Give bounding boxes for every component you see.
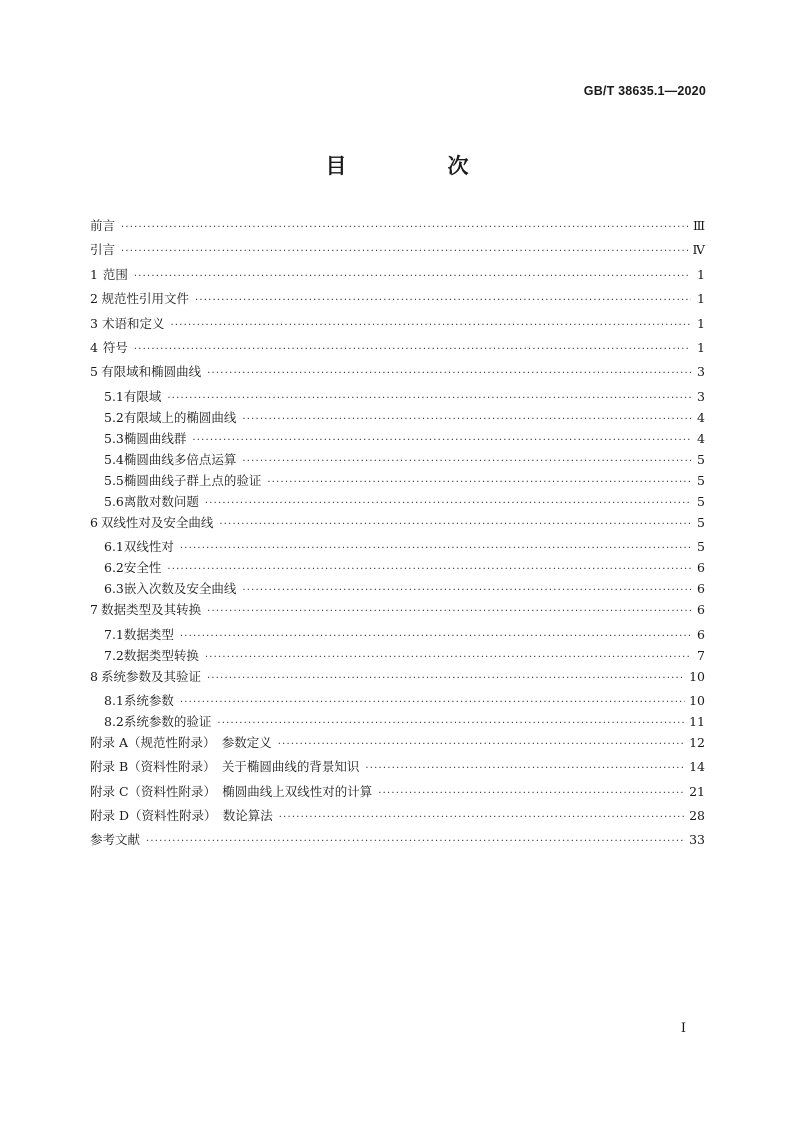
toc-entry-page: 5 <box>697 451 705 467</box>
toc-entry[interactable] <box>90 471 705 492</box>
toc-entry-page: 1 <box>697 315 705 331</box>
toc-entry-page: 6 <box>697 581 705 597</box>
toc-entry-number: 7 <box>90 602 98 618</box>
toc-entry-label: 双线性对 <box>123 539 174 555</box>
toc-entry[interactable] <box>90 362 705 386</box>
toc-entry-page: 10 <box>689 692 705 708</box>
toc-entry-page: 5 <box>697 472 705 488</box>
toc-entry-label: 有限域 <box>123 388 162 404</box>
toc-entry-number: 6.1 <box>104 539 124 555</box>
toc-entry-page: 6 <box>697 626 705 642</box>
toc-entry-label: 参考文献 <box>90 832 141 848</box>
toc-entry[interactable] <box>90 289 705 313</box>
toc-leader-dots <box>180 693 685 713</box>
toc-leader-dots <box>205 648 691 668</box>
toc-entry-label: 有限域上的椭圆曲线 <box>123 409 237 425</box>
toc-entry-page: 21 <box>689 783 705 799</box>
toc-entry-label: 附录 D（资料性附录） 数论算法 <box>90 808 273 824</box>
toc-entry-page: 5 <box>697 539 705 555</box>
toc-entry[interactable] <box>90 558 705 579</box>
toc-entry-label: 符号 <box>102 339 128 355</box>
toc-entry-page: 1 <box>697 339 705 355</box>
toc-leader-dots <box>242 410 691 430</box>
toc-entry[interactable] <box>90 782 705 806</box>
toc-leader-dots <box>279 808 685 828</box>
toc-leader-dots <box>146 832 685 852</box>
toc-leader-dots <box>205 494 691 514</box>
toc-entry[interactable] <box>90 387 705 408</box>
toc-entry[interactable] <box>90 537 705 558</box>
toc-entry[interactable] <box>90 733 705 757</box>
toc-leader-dots <box>378 784 685 804</box>
toc-leader-dots <box>134 340 691 360</box>
toc-leader-dots <box>242 452 691 472</box>
toc-entry-label: 附录 C（资料性附录） 椭圆曲线上双线性对的计算 <box>90 783 373 799</box>
toc-leader-dots <box>219 515 691 535</box>
toc-entry[interactable] <box>90 429 705 450</box>
toc-entry[interactable] <box>90 691 705 712</box>
toc-entry-label: 数据类型 <box>123 626 174 642</box>
toc-leader-dots <box>278 735 685 755</box>
toc-entry-label: 数据类型及其转换 <box>101 602 202 618</box>
toc-entry-label: 系统参数及其验证 <box>101 668 202 684</box>
toc-leader-dots <box>134 267 691 287</box>
toc-leader-dots <box>242 581 691 601</box>
standard-code: GB/T 38635.1—2020 <box>583 84 706 98</box>
toc-entry[interactable] <box>90 646 705 667</box>
toc-entry-number: 1 <box>90 266 98 282</box>
toc-entry-number: 7.2 <box>104 647 124 663</box>
toc-entry[interactable] <box>90 314 705 338</box>
toc-leader-dots <box>171 316 691 336</box>
toc-entry-number: 5.6 <box>104 493 124 509</box>
toc-entry[interactable] <box>90 600 705 624</box>
toc-entry[interactable] <box>90 806 705 830</box>
toc-leader-dots <box>365 759 685 779</box>
toc-entry[interactable] <box>90 830 705 854</box>
toc-entry-label: 安全性 <box>123 560 162 576</box>
toc-leader-dots <box>217 714 685 734</box>
toc-entry-page: 7 <box>697 647 705 663</box>
toc-entry[interactable] <box>90 492 705 513</box>
toc-entry-label: 附录 B（资料性附录） 关于椭圆曲线的背景知识 <box>90 759 360 775</box>
toc-entry-number: 2 <box>90 291 98 307</box>
toc-entry-page: 10 <box>689 668 705 684</box>
toc-entry-label: 系统参数的验证 <box>123 713 212 729</box>
toc-entry[interactable] <box>90 667 705 691</box>
toc-entry-label: 系统参数 <box>123 692 174 708</box>
toc-leader-dots <box>195 291 691 311</box>
toc-entry-number: 3 <box>90 315 98 331</box>
toc-entry-number: 5.2 <box>104 409 124 425</box>
toc-entry-page: 28 <box>689 808 705 824</box>
page-title: 目 次 <box>325 153 509 178</box>
table-of-contents <box>90 216 705 855</box>
toc-entry-label: 有限域和椭圆曲线 <box>101 364 202 380</box>
toc-entry-number: 5.4 <box>104 451 124 467</box>
toc-entry-number: 5.3 <box>104 430 124 446</box>
toc-entry-number: 7.1 <box>104 626 124 642</box>
toc-entry[interactable] <box>90 757 705 781</box>
toc-leader-dots <box>207 669 685 689</box>
toc-entry-page: 1 <box>697 291 705 307</box>
toc-entry-page: 33 <box>689 832 705 848</box>
toc-entry-label: 双线性对及安全曲线 <box>100 514 214 530</box>
toc-entry-page: Ⅲ <box>692 218 705 233</box>
footer-page-number: I <box>680 1021 686 1036</box>
toc-entry-page: 6 <box>697 560 705 576</box>
toc-entry-label: 椭圆曲线群 <box>123 430 187 446</box>
toc-entry-number: 8.2 <box>104 713 124 729</box>
toc-entry-page: 11 <box>689 713 705 729</box>
toc-leader-dots <box>121 242 688 262</box>
toc-entry-number: 8.1 <box>104 692 124 708</box>
toc-entry-label: 范围 <box>102 266 128 282</box>
toc-entry-page: 1 <box>697 266 705 282</box>
toc-entry-number: 5.1 <box>104 388 124 404</box>
toc-entry-number: 5 <box>90 364 98 380</box>
toc-entry-label: 前言 <box>90 218 116 233</box>
toc-entry[interactable] <box>90 408 705 429</box>
toc-entry-label: 附录 A（规范性附录） 参数定义 <box>90 734 272 750</box>
toc-entry-label: 规范性引用文件 <box>101 291 189 307</box>
toc-leader-dots <box>167 389 691 409</box>
toc-entry-label: 椭圆曲线多倍点运算 <box>123 451 237 467</box>
toc-leader-dots <box>267 473 691 493</box>
toc-entry-label: 嵌入次数及安全曲线 <box>123 581 237 597</box>
toc-entry-page: 5 <box>697 493 705 509</box>
toc-entry[interactable] <box>90 338 705 362</box>
toc-entry-page: 12 <box>689 734 705 750</box>
toc-leader-dots <box>207 364 691 384</box>
toc-entry[interactable] <box>90 625 705 646</box>
toc-entry-number: 4 <box>90 339 98 355</box>
toc-leader-dots <box>180 539 691 559</box>
toc-entry-page: 4 <box>697 430 705 446</box>
toc-entry-page: 5 <box>697 514 705 530</box>
toc-leader-dots <box>121 218 689 238</box>
toc-entry-page: 6 <box>697 602 705 618</box>
toc-entry[interactable] <box>90 712 705 733</box>
toc-entry-number: 8 <box>90 668 98 684</box>
toc-entry-label: 离散对数问题 <box>123 493 199 509</box>
toc-entry-page: 14 <box>689 759 705 775</box>
toc-entry-label: 引言 <box>90 242 116 258</box>
toc-entry-page: Ⅳ <box>692 242 705 258</box>
toc-leader-dots <box>180 627 691 647</box>
toc-entry[interactable] <box>90 216 705 240</box>
toc-entry-number: 6.3 <box>104 581 124 597</box>
toc-entry-label: 数据类型转换 <box>123 647 199 663</box>
toc-entry-page: 3 <box>697 364 705 380</box>
toc-entry-page: 4 <box>697 409 705 425</box>
toc-entry-number: 6 <box>90 514 98 530</box>
toc-leader-dots <box>207 602 691 622</box>
toc-entry-number: 6.2 <box>104 560 124 576</box>
toc-entry[interactable] <box>90 513 705 537</box>
toc-leader-dots <box>192 431 691 451</box>
toc-entry-number: 5.5 <box>104 472 124 488</box>
toc-entry-page: 3 <box>697 388 705 404</box>
toc-entry[interactable] <box>90 579 705 600</box>
toc-entry[interactable] <box>90 450 705 471</box>
toc-entry[interactable] <box>90 240 705 264</box>
toc-entry-label: 术语和定义 <box>102 315 165 331</box>
toc-entry-label: 椭圆曲线子群上点的验证 <box>123 472 262 488</box>
toc-entry[interactable] <box>90 265 705 289</box>
toc-leader-dots <box>167 560 691 580</box>
